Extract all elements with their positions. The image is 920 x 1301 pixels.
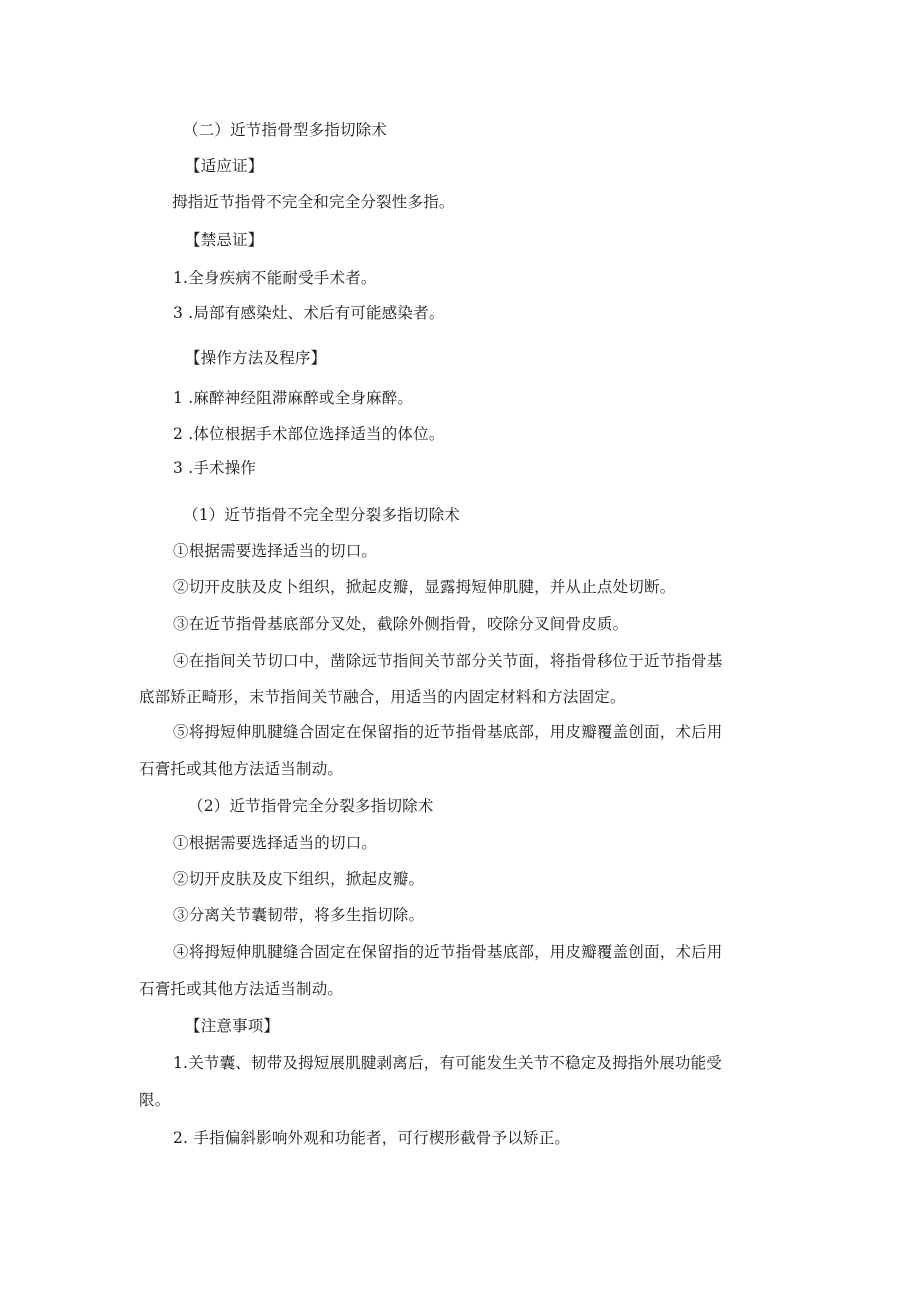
procedure-heading: 【操作方法及程序】 — [185, 349, 327, 367]
subsection-2-step-4-line-2: 石膏托或其他方法适当制动。 — [139, 980, 344, 998]
subsection-2-step-3: ③分离关节囊韧带，将多生指切除。 — [173, 906, 425, 924]
note-1-line-2: 限。 — [139, 1091, 171, 1109]
subsection-1-step-5-line-1: ⑤将拇短伸肌腱缝合固定在保留指的近节指骨基底部，用皮瓣覆盖创面，术后用 — [173, 723, 723, 741]
notes-heading: 【注意事项】 — [185, 1017, 280, 1035]
subsection-1-step-4-line-1: ④在指间关节切口中，凿除远节指间关节部分关节面，将指骨移位于近节指骨基 — [173, 652, 723, 670]
procedure-item-3: 3 .手术操作 — [173, 459, 257, 477]
procedure-item-2: 2 .体位根据手术部位选择适当的体位。 — [173, 425, 445, 443]
note-2: 2. 手指偏斜影响外观和功能者，可行楔形截骨予以矫正。 — [173, 1129, 571, 1147]
subsection-2-step-4-line-1: ④将拇短伸肌腱缝合固定在保留指的近节指骨基底部，用皮瓣覆盖创面，术后用 — [173, 943, 723, 961]
subsection-2-title: （2）近节指骨完全分裂多指切除术 — [188, 797, 434, 815]
subsection-1-step-5-line-2: 石膏托或其他方法适当制动。 — [139, 760, 344, 778]
procedure-item-1: 1 .麻醉神经阻滞麻醉或全身麻醉。 — [173, 389, 414, 407]
contraindication-item-1: 1.全身疾病不能耐受手术者。 — [173, 269, 377, 287]
contraindication-item-2: 3 .局部有感染灶、术后有可能感染者。 — [173, 304, 445, 322]
subsection-1-step-3: ③在近节指骨基底部分叉处，截除外侧指骨，咬除分叉间骨皮质。 — [173, 615, 629, 633]
note-1-line-1: 1.关节囊、韧带及拇短展肌腱剥离后，有可能发生关节不稳定及拇指外展功能受 — [173, 1054, 722, 1072]
subsection-1-step-1: ①根据需要选择适当的切口。 — [173, 542, 378, 560]
subsection-2-step-1: ①根据需要选择适当的切口。 — [173, 834, 378, 852]
subsection-1-title: （1）近节指骨不完全型分裂多指切除术 — [183, 506, 460, 524]
contraindications-heading: 【禁忌证】 — [185, 231, 264, 249]
section-title: （二）近节指骨型多指切除术 — [183, 121, 388, 139]
subsection-1-step-4-line-2: 底部矫正畸形，末节指间关节融合，用适当的内固定材料和方法固定。 — [139, 688, 626, 706]
indications-text: 拇指近节指骨不完全和完全分裂性多指。 — [172, 193, 455, 211]
subsection-1-step-2: ②切开皮肤及皮卜组织，掀起皮瓣，显露拇短伸肌腱，并从止点处切断。 — [173, 578, 676, 596]
indications-heading: 【适应证】 — [185, 157, 264, 175]
subsection-2-step-2: ②切开皮肤及皮下组织，掀起皮瓣。 — [173, 870, 425, 888]
